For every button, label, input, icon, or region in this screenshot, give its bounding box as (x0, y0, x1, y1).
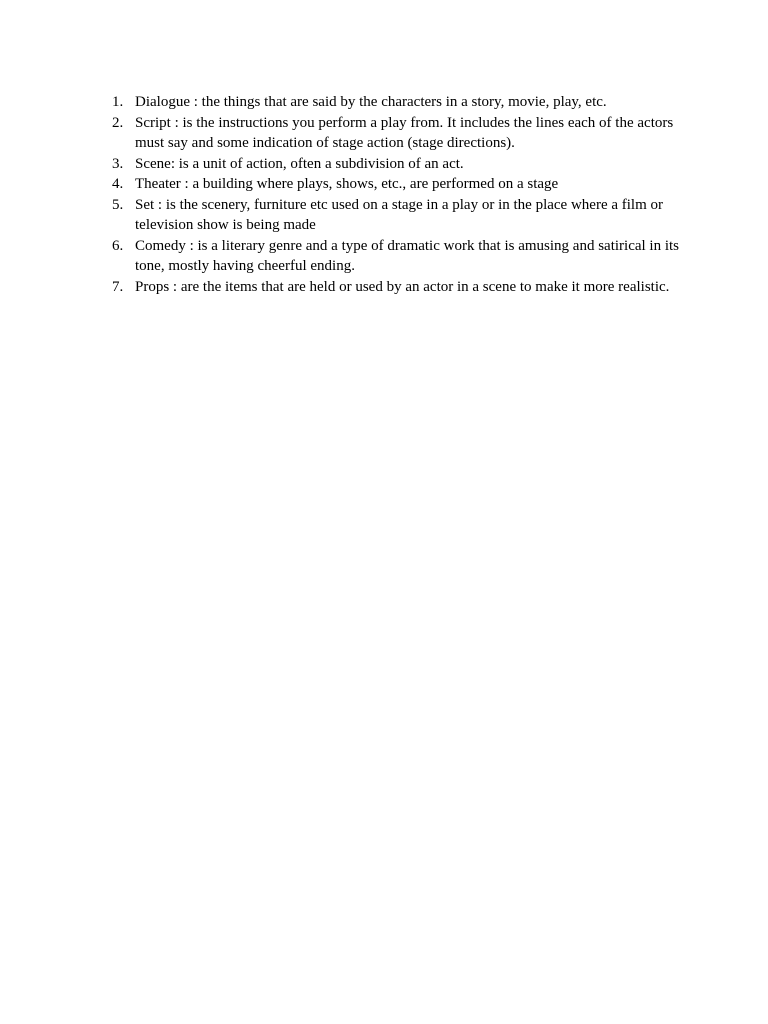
list-item-dialogue (110, 92, 680, 113)
list-item-text: Comedy : is a literary genre and a type of dramatic work that is amusing and satirical in its tone, mostly having cheerful ending. (135, 237, 680, 274)
list-item-script (110, 113, 680, 154)
list-item-comedy (110, 236, 680, 277)
list-item-text: Dialogue : the things that are said by the characters in a story, movie, play, etc. (135, 94, 607, 110)
list-item-number: 4. (112, 176, 124, 192)
list-item-props (110, 277, 680, 298)
list-item-scene (110, 154, 680, 175)
list-item-set (110, 195, 680, 236)
list-item-number: 3. (112, 155, 124, 172)
list-item-number: 1. (112, 94, 124, 110)
list-item-number: 5. (112, 196, 124, 213)
list-item-text: Theater : a building where plays, shows, etc., are performed on a stage (135, 176, 559, 192)
list-item-theater (110, 174, 680, 195)
list-item-number: 2. (112, 114, 124, 131)
list-item-text: Scene: is a unit of action, often a subdivision of an act. (135, 155, 464, 172)
list-item-text: Props : are the items that are held or used by an actor in a scene to make it more realistic. (135, 278, 670, 295)
list-item-text: Script : is the instructions you perform a play from. It includes the lines each of the actors must say and some indication of stage action (stage directions). (135, 114, 674, 151)
definition-list (110, 92, 680, 297)
list-item-number: 7. (112, 278, 124, 295)
list-item-text: Set : is the scenery, furniture etc used on a stage in a play or in the place where a film or television show is being made (135, 196, 664, 233)
list-item-number: 6. (112, 237, 124, 254)
